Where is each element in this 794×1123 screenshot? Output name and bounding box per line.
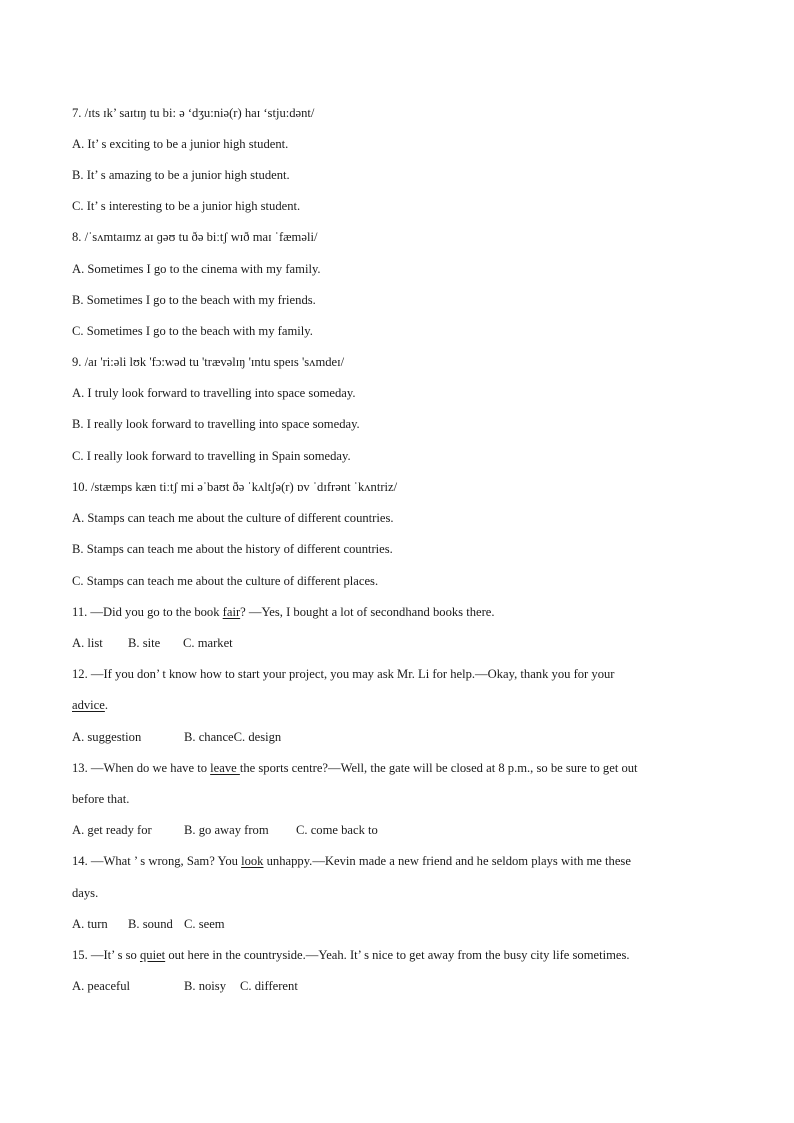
q13-stem-line1 <box>72 760 722 776</box>
q7-option-c: C. It’ s interesting to be a junior high student. <box>72 199 301 213</box>
q13-option-b: B. go away from <box>184 823 269 837</box>
q15-option-b: B. noisy <box>184 979 226 993</box>
q7-option-a: A. It’ s exciting to be a junior high student. <box>72 137 289 151</box>
q13-option-a: A. get ready for <box>72 823 152 837</box>
q12-option-c: C. design <box>233 730 282 744</box>
q13-stem-pre: 13. —When do we have to <box>72 761 211 775</box>
q11-stem-post: ? —Yes, I bought a lot of secondhand books there. <box>240 605 495 619</box>
q9-option-a: A. I truly look forward to travelling into space someday. <box>72 386 356 400</box>
q7-option-b: B. It’ s amazing to be a junior high student. <box>72 168 290 182</box>
q11-option-c: C. market <box>183 636 233 650</box>
q7-stem: 7. /ɪts ɪk’ saɪtɪŋ tu bi: ə ‘dʒu:niə(r) haɪ ‘stju:dənt/ <box>72 106 315 120</box>
q15-stem <box>72 947 722 963</box>
q12-stem-line2 <box>72 697 722 713</box>
q8-option-b: B. Sometimes I go to the beach with my friends. <box>72 293 316 307</box>
q12-option-a: A. suggestion <box>72 730 142 744</box>
q8-stem: 8. /ˈsʌmtaɪmz aɪ ɡəʊ tu ðə biːtʃ wɪð maɪ ˈfæməli/ <box>72 230 318 244</box>
q13-keyword: leave <box>210 761 240 775</box>
q15-options <box>72 978 722 994</box>
q12-keyword: advice <box>72 698 105 712</box>
q11-option-b: B. site <box>128 636 161 650</box>
q15-option-c: C. different <box>240 979 298 993</box>
q10-stem: 10. /stæmps kæn tiːtʃ mi əˈbaʊt ðə ˈkʌltʃə(r) ɒv ˈdɪfrənt ˈkʌntriz/ <box>72 480 398 494</box>
q9-stem: 9. /aɪ 'ri:əli lʊk 'fɔ:wəd tu 'trævəlɪŋ 'ɪntu speɪs 'sʌmdeɪ/ <box>72 355 345 369</box>
q14-stem-pre: 14. —What ’ s wrong, Sam? You <box>72 854 242 868</box>
q14-stem-line2: days. <box>72 886 99 900</box>
q13-option-c: C. come back to <box>296 823 378 837</box>
q9-option-c: C. I really look forward to travelling in Spain someday. <box>72 449 351 463</box>
q10-option-c: C. Stamps can teach me about the culture of different places. <box>72 574 379 588</box>
q15-stem-post: out here in the countryside.—Yeah. It’ s nice to get away from the busy city life sometimes. <box>165 948 630 962</box>
q14-keyword: look <box>241 854 264 868</box>
q13-stem-line2: before that. <box>72 792 130 806</box>
q11-stem-pre: 11. —Did you go to the book <box>72 605 223 619</box>
q14-stem-post: unhappy.—Kevin made a new friend and he seldom plays with me these <box>263 854 631 868</box>
q11-options <box>72 635 722 651</box>
q8-option-c: C. Sometimes I go to the beach with my family. <box>72 324 313 338</box>
q14-stem-line1 <box>72 853 722 869</box>
q14-options <box>72 916 722 932</box>
q11-keyword: fair <box>222 605 241 619</box>
q10-option-b: B. Stamps can teach me about the history of different countries. <box>72 542 393 556</box>
q11-stem <box>72 604 722 620</box>
q13-stem-post: the sports centre?—Well, the gate will be closed at 8 p.m., so be sure to get out <box>239 761 638 775</box>
q13-options <box>72 822 722 838</box>
q12-option-b: B. chance <box>184 730 234 744</box>
q15-stem-pre: 15. —It’ s so <box>72 948 140 962</box>
q12-stem-post: . <box>104 698 109 712</box>
q14-option-b: B. sound <box>128 917 173 931</box>
q11-option-a: A. list <box>72 636 103 650</box>
q10-option-a: A. Stamps can teach me about the culture of different countries. <box>72 511 394 525</box>
q12-stem-line1: 12. —If you don’ t know how to start your project, you may ask Mr. Li for help.—Okay, thank you for your <box>72 667 615 681</box>
q14-option-a: A. turn <box>72 917 108 931</box>
q15-option-a: A. peaceful <box>72 979 131 993</box>
q12-options <box>72 729 722 745</box>
q9-option-b: B. I really look forward to travelling into space someday. <box>72 417 360 431</box>
q14-option-c: C. seem <box>184 917 225 931</box>
q15-keyword: quiet <box>139 948 166 962</box>
q8-option-a: A. Sometimes I go to the cinema with my family. <box>72 262 321 276</box>
